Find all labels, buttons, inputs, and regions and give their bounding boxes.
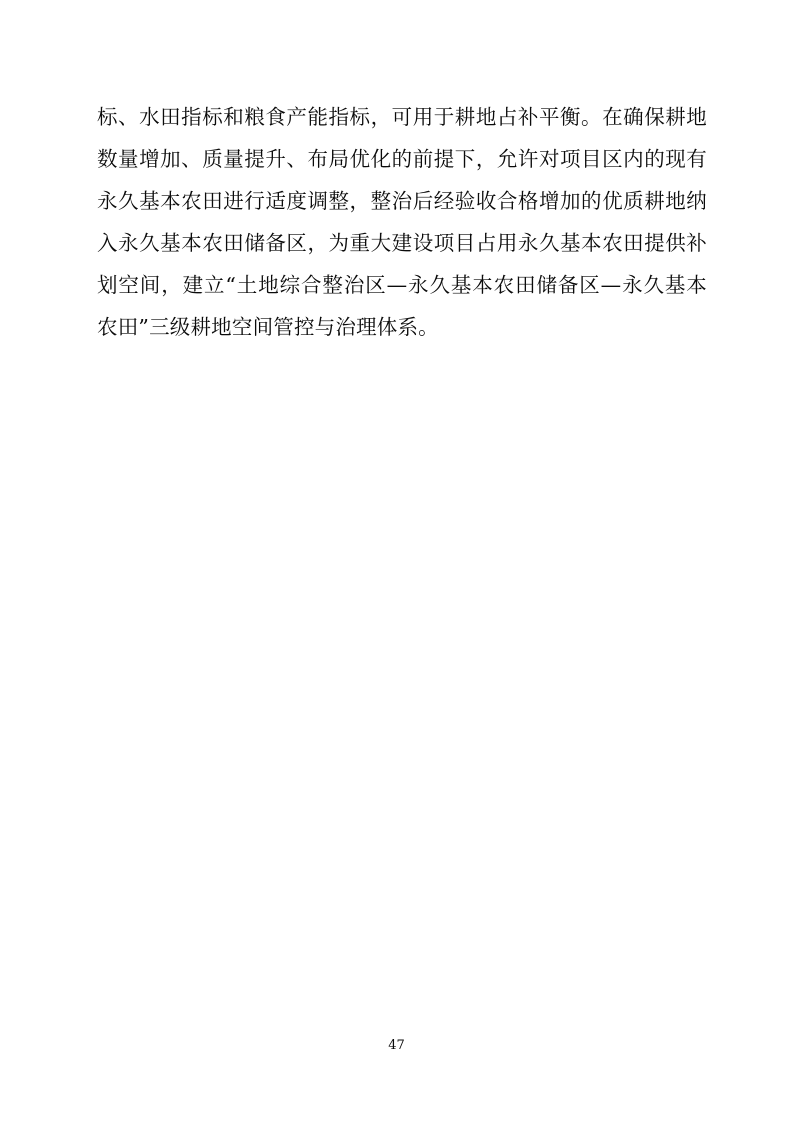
- page-content: [97, 96, 707, 348]
- page-number: 47: [388, 1038, 405, 1053]
- body-paragraph: 标、水田指标和粮食产能指标，可用于耕地占补平衡。在确保耕地数量增加、质量提升、布局优化的前提下，允许对项目区内的现有永久基本农田进行适度调整，整治后经验收合格增加的优质耕地纳入永久基本农田储备区，为重大建设项目占用永久基本农田提供补划空间，建立“土地综合整治区—永久基本农田储备区—永久基本农田”三级耕地空间管控与治理体系。: [97, 105, 707, 339]
